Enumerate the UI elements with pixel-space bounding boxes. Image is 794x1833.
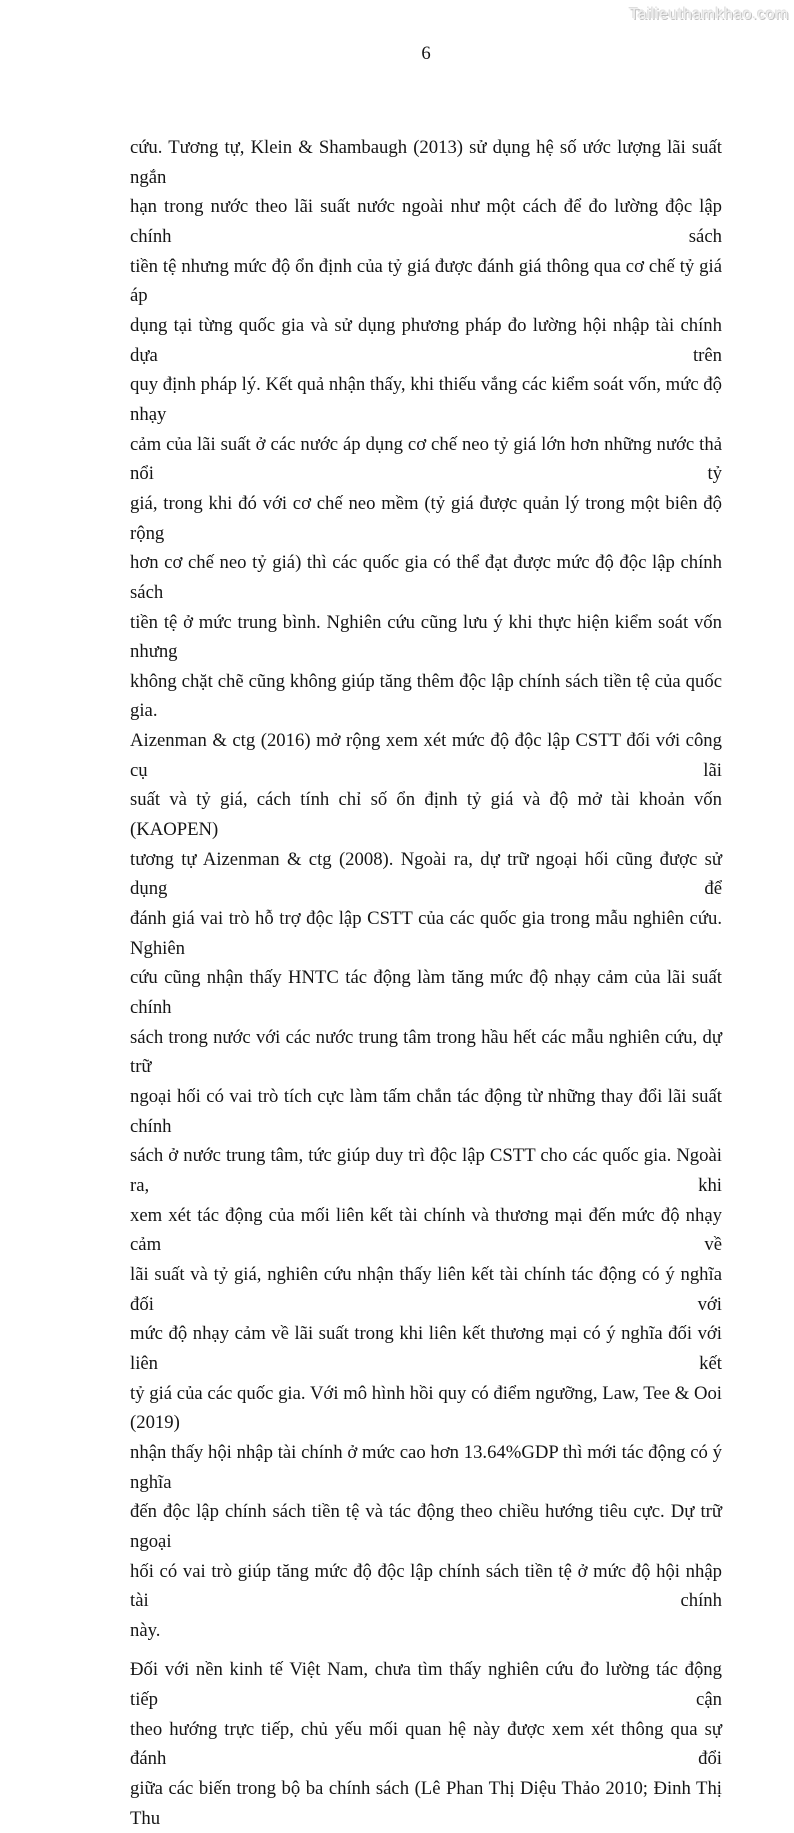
text-line: suất và tỷ giá, cách tính chỉ số ổn định tỷ giá và độ mở tài khoản vốn (KAOPEN) <box>130 789 722 841</box>
text-line: lãi suất và tỷ giá, nghiên cứu nhận thấy liên kết tài chính tác động có ý nghĩa đối với <box>130 1263 722 1315</box>
text-line: sách trong nước với các nước trung tâm trong hầu hết các mẫu nghiên cứu, dự trữ <box>130 1026 722 1078</box>
text-line: tỷ giá của các quốc gia. Với mô hình hồi quy có điểm ngưỡng, Law, Tee & Ooi (2019) <box>130 1382 722 1434</box>
text-line: này. <box>130 1619 161 1641</box>
text-line: giữa các biến trong bộ ba chính sách (Lê Phan Thị Diệu Thảo 2010; Đinh Thị Thu <box>130 1778 722 1829</box>
text-line: hối có vai trò giúp tăng mức độ độc lập chính sách tiền tệ ở mức độ hội nhập tài chính <box>130 1560 722 1612</box>
text-line: mức độ nhạy cảm về lãi suất trong khi liên kết thương mại có ý nghĩa đối với liên kết <box>130 1323 722 1374</box>
text-line: ngoại hối có vai trò tích cực làm tấm chắn tác động từ những thay đổi lãi suất chính <box>130 1086 722 1137</box>
watermark: Tailieuthamkhao.com <box>629 6 789 23</box>
text-line: sách ở nước trung tâm, tức giúp duy trì độc lập CSTT cho các quốc gia. Ngoài ra, khi <box>130 1145 722 1196</box>
text-line: theo hướng trực tiếp, chủ yếu mối quan hệ này được xem xét thông qua sự đánh đổi <box>130 1718 722 1770</box>
text-line: dụng tại từng quốc gia và sử dụng phương pháp đo lường hội nhập tài chính dựa trên <box>130 314 722 366</box>
text-line: cứu. Tương tự, Klein & Shambaugh (2013) sử dụng hệ số ước lượng lãi suất ngắn <box>130 137 722 188</box>
text-line: cảm của lãi suất ở các nước áp dụng cơ chế neo tỷ giá lớn hơn những nước thả nổi tỷ <box>130 433 722 485</box>
text-line: cứu cũng nhận thấy HNTC tác động làm tăng mức độ nhạy cảm của lãi suất chính <box>130 967 722 1019</box>
text-line: đến độc lập chính sách tiền tệ và tác động theo chiều hướng tiêu cực. Dự trữ ngoại <box>130 1501 722 1552</box>
text-line: giá, trong khi đó với cơ chế neo mềm (tỷ giá được quản lý trong một biên độ rộng <box>130 492 722 544</box>
text-line: hơn cơ chế neo tỷ giá) thì các quốc gia có thể đạt được mức độ độc lập chính sách <box>130 552 722 603</box>
text-line: nhận thấy hội nhập tài chính ở mức cao hơn 13.64%GDP thì mới tác động có ý nghĩa <box>130 1441 722 1493</box>
paragraph <box>130 1655 722 1833</box>
text-line: hạn trong nước theo lãi suất nước ngoài như một cách để đo lường độc lập chính sách <box>130 196 722 247</box>
text-line: Aizenman & ctg (2016) mở rộng xem xét mức độ độc lập CSTT đối với công cụ lãi <box>130 730 722 781</box>
text-line: xem xét tác động của mối liên kết tài chính và thương mại đến mức độ nhạy cảm về <box>130 1204 722 1256</box>
text-line: tiền tệ nhưng mức độ ổn định của tỷ giá được đánh giá thông qua cơ chế tỷ giá áp <box>130 255 722 307</box>
text-line: đánh giá vai trò hỗ trợ độc lập CSTT của các quốc gia trong mẫu nghiên cứu. Nghiên <box>130 908 722 959</box>
text-line: quy định pháp lý. Kết quả nhận thấy, khi thiếu vắng các kiểm soát vốn, mức độ nhạy <box>130 374 722 425</box>
text-line: tương tự Aizenman & ctg (2008). Ngoài ra, dự trữ ngoại hối cũng được sử dụng để <box>130 848 722 900</box>
content <box>130 133 722 1833</box>
text-line: Đối với nền kinh tế Việt Nam, chưa tìm thấy nghiên cứu đo lường tác động tiếp cận <box>130 1659 722 1711</box>
paragraph <box>130 133 722 1645</box>
text-line: tiền tệ ở mức trung bình. Nghiên cứu cũng lưu ý khi thực hiện kiểm soát vốn nhưng <box>130 611 722 663</box>
text-line: không chặt chẽ cũng không giúp tăng thêm độc lập chính sách tiền tệ của quốc gia. <box>130 670 722 722</box>
page-number: 6 <box>421 43 431 64</box>
